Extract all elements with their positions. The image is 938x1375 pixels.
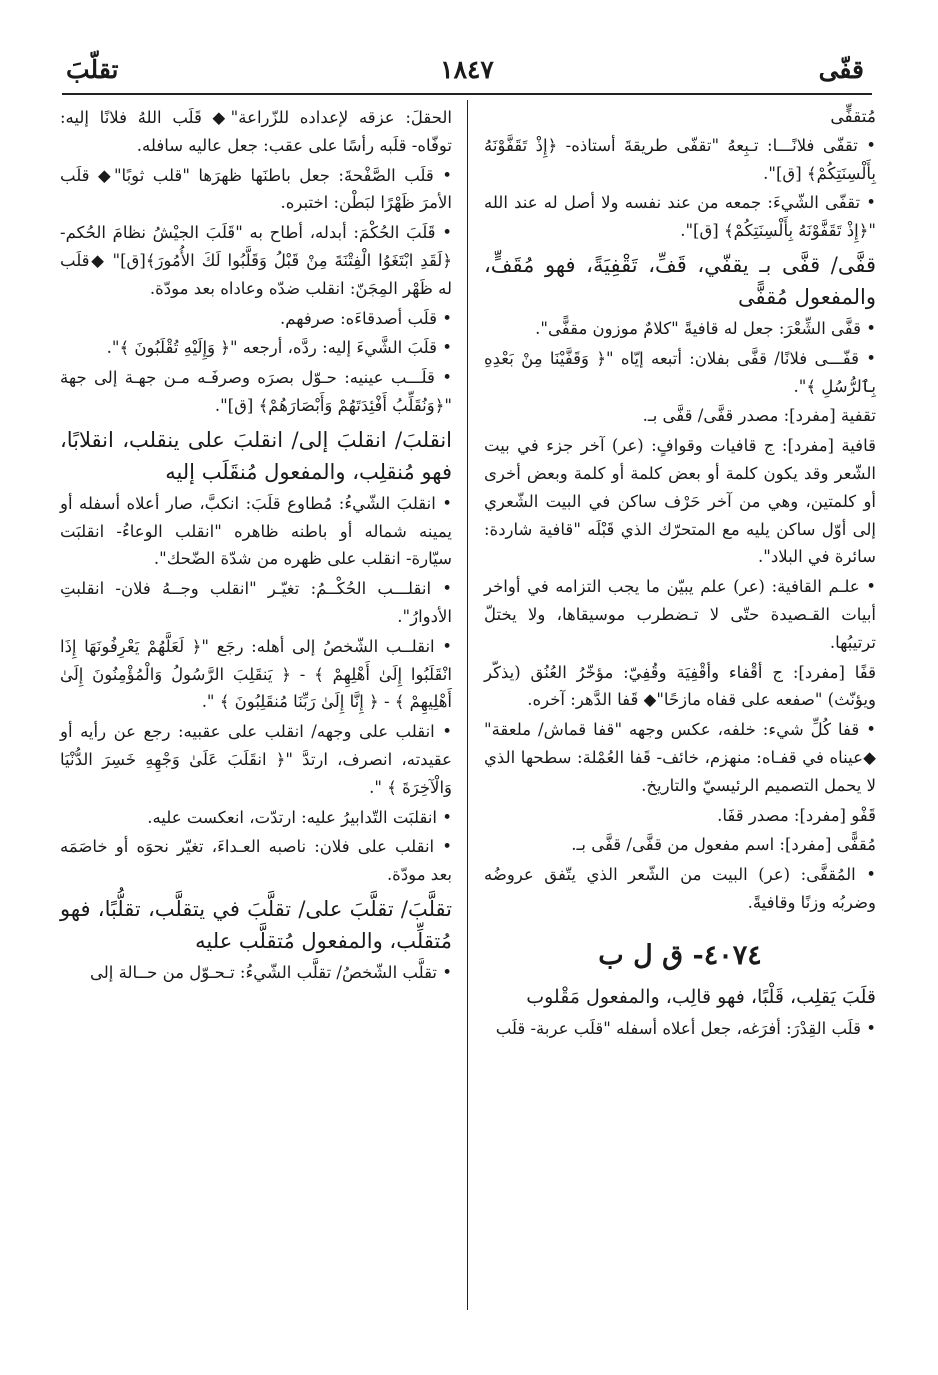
- entry-line: • تقلَّب الشّخصُ/ تقلَّب الشّيءُ: تـحـوّل من حــالة إلى: [89, 962, 452, 982]
- entry-headword: تقلَّبَ/ تقلَّبَ على/ تقلَّبَ في يتقلَّب، تقلُّبًا، فهو مُتقلِّب، والمفعول مُتقلَّب عليه: [60, 896, 452, 953]
- entry-line: • قَلَبَ الحُكْمَ: أبدله، أطاح به "قَلَبَ الجيْشُ نظامَ الحُكم- ﴿لَقَدِ ابْتَغَوُا الْفِتْنَةَ مِنْ قَبْلُ وَقَلَّبُوا لَكَ الأُمُورَ﴾[ق]" ◆قلَب له ظَهْر المِجَنّ: انقلب ضدّه وعاداه بعد مودّة.: [60, 223, 452, 298]
- entry-line: مُقفًّى [مفرد]: اسم مفعول من قفَّى/ قفَّى بـ.: [571, 835, 876, 855]
- entry-headword: انقلبَ/ انقلبَ إلى/ انقلبَ على ينقلب، انقلابًا، فهو مُنقلِب، والمفعول مُنقَلَب إليه: [60, 427, 452, 484]
- entry-line: • علـم القافية: (عر) علم يبيّن ما يجب التزامه في أواخر أبيات القـصيدة حتّى لا تـضطرب موسيقاها، ولا يختلّ ترتيبُها.: [484, 577, 876, 652]
- entry-line: • انقلــب الشّخصُ إلى أهله: رجَع "﴿ لَعَلَّهُمْ يَعْرِفُونَهَا إِذَا انْقَلَبُوا إِلَىٰ أَهْلِهِمْ ﴾ - ﴿ يَنقَلِبَ الرَّسُولُ وَالْمُؤْمِنُونَ إِلَىٰ أَهْلِيهِمْ ﴾ - ﴿ إِنَّا إِلَىٰ رَبِّنَا مُنقَلِبُونَ ﴾ ".: [60, 636, 452, 712]
- entry-line: قفًا [مفرد]: ج أقْفاء وأقْفِيَة وقُفِيّ: مؤخّرُ العُنُق (يذكّر ويؤنّث) "صفعه على قفاه مازحًا"◆ قَفا الدَّهر: آخره.: [484, 662, 876, 710]
- entry-line: • قلَب أصدقاءَه: صرفهم.: [280, 308, 452, 328]
- header-rule: [62, 93, 872, 95]
- entry-line: • قلَب القِدْرَ: أفرَغه، جعل أعلاه أسفله "قلَب عربة- قلَب: [495, 1018, 876, 1038]
- entry-line: مُتقفٍّى: [830, 107, 876, 127]
- entry-line: • انقلبَت التّدابيرُ عليه: ارتدّت، انعكست عليه.: [147, 807, 452, 827]
- entry-line: • انقلبَ الشّيءُ: مُطاوع قلَبَ: انكبَّ، صار أعلاه أسفله أو يمينه شماله أو باطنه ظاهره "انقلب الوعاءُ- انقلبَت سيّارة- انقلب على ظهره من شدّة الضّحك".: [60, 493, 452, 569]
- entry-line: • قلَب الصَّفْحةَ: جعل باطنَها ظهرَها "قلب ثوبًا"◆ قلَب الأمرَ ظَهْرًا لبَطْن: اختبره.: [60, 165, 452, 213]
- entry-line: • تقفّى فلانًـــا: تـبِعهُ "تقفّى طريقةَ أستاذه- ﴿إِذْ تَقَفَّوْنَهُ بِأَلْسِنَتِكُمْ﴾ [ق]".: [484, 135, 876, 183]
- entry-line: • قفّـــى فلانًا/ قفَّى بفلان: أتبعه إيّاه "﴿ وَقَفَّيْنَا مِنْ بَعْدِهِ بِٱلرُّسُلِ ﴾".: [484, 348, 876, 396]
- entry-line: • قلَـــب عينيه: حـوّل بصرَه وصرفَـه مـن جهـة إلى جهة "﴿وَنُقَلِّبُ أَفْئِدَتَهُمْ وَأَبْصَارَهُمْ﴾ [ق]".: [60, 368, 452, 415]
- header-guide-word-left: تقلّبَ: [66, 55, 119, 84]
- entry-line: الحقلَ: عزقه لإعداده للزّراعة"◆ قَلَب اللهُ فلانًا إليه: توفّاه- قلَبه رأسًا على عقب: جعل عاليه سافله.: [60, 108, 452, 155]
- entry-line: تقفية [مفرد]: مصدر قفَّى/ قفَّى بـ.: [642, 406, 876, 426]
- right-column: [484, 104, 876, 1045]
- entry-line: قافية [مفرد]: ج قافيات وقوافٍ: (عر) آخر جزء في بيت الشّعر وقد يكون كلمة أو بعض كلمة أو كلمة وبعض أخرى أو كلمتين، وهي من آخر حَرْف ساكن في البيت الشّعري إلى أوّل ساكن يليه مع المتحرّك الذي قَبْلَه "قافية شاردة: سائرة في البلاد".: [484, 436, 876, 567]
- page-number: ١٨٤٧: [440, 55, 494, 84]
- root-section-title: ٤٠٧٤- ق ل ب: [598, 939, 762, 971]
- entry-line: • قفا كُلِّ شيء: خلفه، عكس وجهه "قفا قماش/ ملعقة" ◆عيناه في قفـاه: منهزم، خائف- قَفا العُمْلة: سطحها الذي لا يحمل التصميم الرئيسيّ والتاريخ.: [484, 720, 876, 795]
- page-header: [62, 50, 872, 90]
- entry-line: قَفْو [مفرد]: مصدر قفَا.: [717, 805, 876, 825]
- entry-line: • قفَّى الشِّعْرَ: جعل له قافيةً "كلامٌ موزون مقفًّى".: [535, 318, 876, 338]
- entry-line: • المُقفَّى: (عر) البيت من الشّعر الذي يتّفق عروضُه وضربُه وزنًا وقافيةً.: [484, 865, 876, 912]
- left-column: [60, 104, 452, 989]
- header-guide-word-right: قفّى: [818, 55, 864, 84]
- entry-headword: قفَّى/ قفَّى بـ يقفّي، قَفِّ، تَقْفِيَةً، فهو مُقَفٍّ، والمفعول مُقفًّى: [484, 252, 876, 309]
- column-divider: [467, 100, 468, 1310]
- entry-headword: قلَبَ يَقلِب، قَلْبًا، فهو قالِب، والمفعول مَقْلوب: [526, 985, 876, 1008]
- entry-line: • قلَبَ الشَّيءَ إليه: ردَّه، أرجعه "﴿ وَإِلَيْهِ تُقْلَبُونَ ﴾".: [106, 338, 452, 358]
- entry-line: • تقفّى الشّيءَ: جمعه من عند نفسه ولا أصل له عند الله "﴿إِذْ تَقَفَّوْنَهُ بِأَلْسِنَتِكُمْ﴾ [ق]".: [484, 193, 876, 241]
- entry-line: • انقلب على وجهه/ انقلب على عقبيه: رجع عن رأيه أو عقيدته، انصرف، ارتدَّ "﴿ انقَلَبَ عَلَىٰ وَجْهِهِ خَسِرَ الدُّنْيَا وَالْآخِرَةَ ﴾ ".: [60, 722, 452, 797]
- entry-line: • انقلب على فلان: ناصبه العـداءَ، تغيّر نحوَه أو خاصَمَه بعد مودّة.: [60, 837, 452, 885]
- entry-line: • انقلـــب الحُكْــمُ: تغيّـر "انقلب وجــهُ فلان- انقلبتِ الأدوارُ".: [60, 579, 452, 626]
